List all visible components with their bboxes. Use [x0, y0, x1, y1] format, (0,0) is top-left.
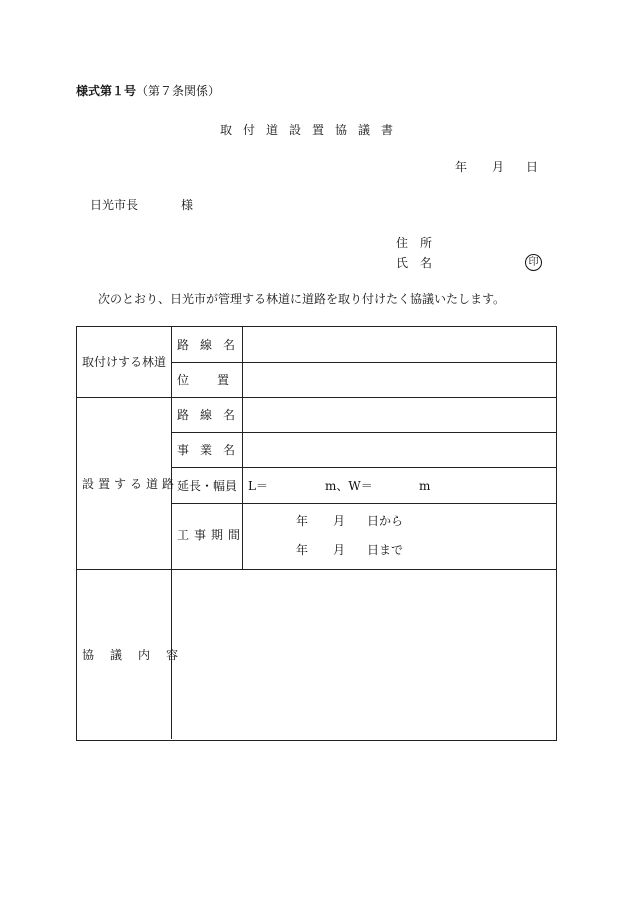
table-row-line	[171, 503, 556, 504]
period-start-month: 月	[333, 514, 346, 528]
new-road-project-name-label: 事業名	[177, 443, 247, 457]
form-relation: （第７条関係）	[136, 84, 221, 98]
form-number	[76, 84, 220, 98]
addressee-honorific: 様	[181, 198, 194, 212]
period-start-day: 日から	[367, 514, 404, 528]
length-unit: m、W＝	[325, 479, 373, 493]
period-end-year: 年	[296, 543, 309, 557]
table-row-line	[171, 467, 556, 468]
form-number-label: 様式第１号	[76, 84, 137, 98]
construction-period-label: 工事期間	[177, 528, 246, 542]
consultation-table	[76, 326, 557, 741]
period-end-month: 月	[333, 543, 346, 557]
period-start-year: 年	[296, 514, 309, 528]
table-row-line	[76, 397, 556, 398]
addressee-name: 日光市長	[90, 198, 139, 212]
new-road-group-label: 設置する道路	[82, 477, 179, 491]
consultation-content-label: 協議内容	[82, 648, 195, 662]
document-title: 取付道設置協議書	[220, 123, 405, 137]
table-row-line	[171, 362, 556, 363]
length-prefix: L＝	[248, 479, 268, 493]
length-width-label: 延長・幅員	[177, 479, 238, 493]
date-day: 日	[526, 160, 539, 174]
forest-road-route-name-label: 路線名	[177, 338, 247, 352]
width-unit: m	[419, 479, 431, 493]
table-row-line	[171, 432, 556, 433]
date-year: 年	[455, 160, 468, 174]
forest-road-group-label: 取付けする林道	[82, 355, 167, 369]
period-end-day: 日まで	[367, 543, 404, 557]
forest-road-position-label: 位置	[177, 373, 258, 387]
seal-mark: 印	[525, 254, 542, 271]
address-label: 住所	[396, 236, 445, 250]
table-row-line	[76, 569, 556, 570]
date-month: 月	[492, 160, 505, 174]
name-label: 氏名	[396, 256, 445, 270]
intro-text: 次のとおり、日光市が管理する林道に道路を取り付けたく協議いたします。	[98, 292, 506, 306]
addressee	[90, 198, 193, 212]
date-line	[455, 160, 538, 174]
table-divider-v1	[171, 326, 172, 739]
new-road-route-name-label: 路線名	[177, 408, 247, 422]
